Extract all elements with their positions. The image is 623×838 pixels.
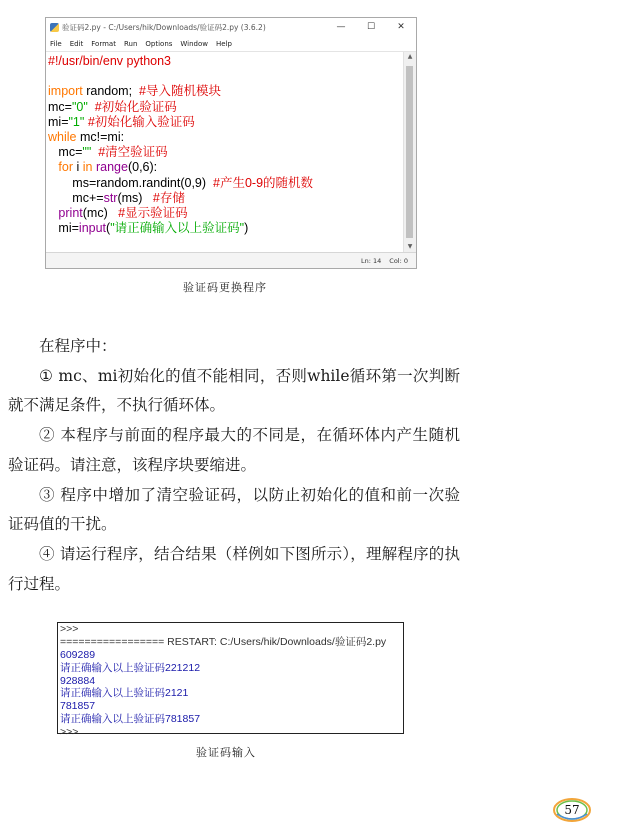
code-line [48,176,404,191]
shell-line: 请正确输入以上验证码2121 [60,687,189,700]
shell-line: 请正确输入以上验证码221212 [60,661,201,674]
editor-statusbar [46,252,416,268]
code-token: mc= [48,99,72,114]
code-token: #显示验证码 [118,205,188,220]
page-number-badge [552,796,592,824]
code-token: in [82,160,93,175]
body-text [8,332,460,599]
code-token: mi= [48,221,79,236]
paragraph-intro: 在程序中： [39,337,117,355]
code-token [88,100,95,114]
window-controls [326,18,416,37]
code-token: #!/usr/bin/env python3 [48,54,171,68]
code-editor-area[interactable] [46,52,404,252]
code-token: #存储 [152,190,185,205]
maximize-icon[interactable]: ☐ [366,22,376,32]
shell-line: 请正确输入以上验证码781857 [60,713,201,726]
status-column: Col: 0 [389,256,408,265]
code-line [48,221,404,236]
paragraph-item-3: ③ 程序中增加了清空验证码，以防止初始化的值和前一次验证码值的干扰。 [8,485,460,534]
code-line [48,115,404,130]
code-line [48,100,404,115]
paragraph-item-4: ④ 请运行程序，结合结果（样例如下图所示），理解程序的执行过程。 [8,544,460,593]
code-token: (ms) [117,190,153,205]
code-token: while [48,129,77,144]
code-token: #初始化输入验证码 [87,114,195,129]
code-token: #导入随机模块 [139,84,221,99]
menu-window[interactable]: Window [180,40,209,48]
code-token: import [48,84,83,99]
code-line [48,206,404,221]
code-line [48,84,404,99]
editor-titlebar [46,18,416,37]
code-token: mc= [48,145,83,160]
close-icon[interactable]: ✕ [397,22,405,32]
code-token: for [58,160,74,175]
editor-window-title: 验证码2.py - C:/Users/hik/Downloads/验证码2.py (3.6.2) [62,23,266,32]
code-line [48,191,404,206]
code-token: "" [82,145,92,160]
idle-editor-window [45,17,417,269]
menu-options[interactable]: Options [145,40,173,48]
paragraph-item-1: ① mc、mi初始化的值不能相同，否则while循环第一次判断就不满足条件，不执行循环体。 [8,366,460,415]
shell-line: ================= RESTART: C:/Users/hik/Downloads/验证码2.py [60,635,387,648]
menu-format[interactable]: Format [91,40,116,48]
code-line [48,145,404,160]
code-token: range [95,160,128,175]
page-number: 57 [564,803,580,817]
menu-file[interactable]: File [50,40,62,48]
code-token: ( [106,221,111,236]
code-token: str [103,190,118,205]
caption-editor: 验证码更换程序 [183,281,267,294]
code-token: #产生0-9的随机数 [213,175,314,190]
code-line [48,160,404,175]
paragraph-item-2: ② 本程序与前面的程序最大的不同是，在循环体内产生随机验证码。请注意，该程序块要缩进。 [8,426,460,474]
code-token: print [58,205,83,220]
vertical-scrollbar[interactable] [403,52,416,252]
code-line [48,130,404,145]
python-file-icon [50,23,59,32]
editor-menubar [46,37,416,52]
code-token: "0" [71,99,88,114]
code-line [48,69,404,84]
menu-help[interactable]: Help [216,40,232,48]
code-token: "请正确输入以上验证码" [110,221,245,236]
code-token: #清空验证码 [98,145,168,160]
code-token: mi= [48,114,69,129]
menu-edit[interactable]: Edit [69,40,84,48]
code-token: (mc) [82,205,119,220]
code-line [48,54,404,69]
code-token: "1" [68,114,85,129]
code-token: i [73,160,83,175]
minimize-icon[interactable]: — [336,22,346,32]
caption-shell: 验证码输入 [196,746,256,759]
scroll-up-icon[interactable]: ▲ [407,53,413,60]
code-token: mc!=mi: [76,129,125,144]
status-line: Ln: 14 [361,256,382,265]
code-token: input [78,221,107,236]
shell-line: 781857 [60,700,96,713]
code-token: ms=random.randint(0,9) [48,175,213,190]
code-token: mc+= [48,190,104,205]
shell-output-box [57,622,404,739]
code-token: ) [244,221,249,236]
menu-run[interactable]: Run [123,40,138,48]
code-token [48,160,58,174]
code-token: (0,6): [127,160,158,175]
shell-line: 928884 [60,674,96,687]
shell-line: 609289 [60,648,96,661]
code-token: random; [82,84,140,99]
scroll-thumb[interactable] [406,66,413,238]
shell-line: >>> [60,623,79,635]
scroll-down-icon[interactable]: ▼ [407,243,413,250]
shell-line: >>> [60,726,79,739]
code-token: #初始化验证码 [94,99,177,114]
code-token [48,206,58,220]
